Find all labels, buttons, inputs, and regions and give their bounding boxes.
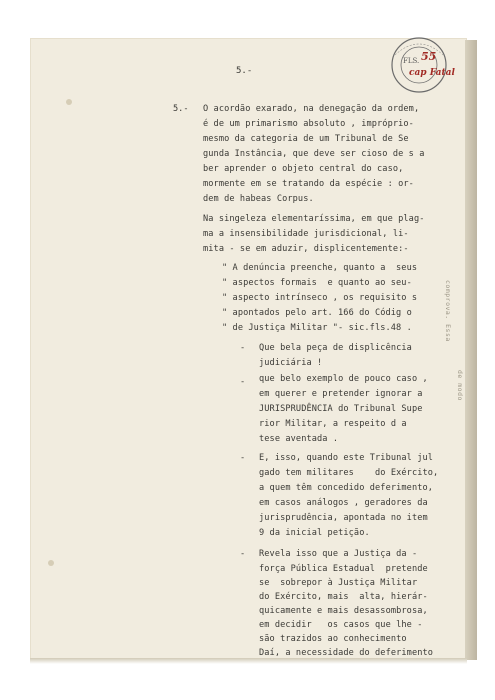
paragraph-2-line: Na singeleza elementaríssima, em que plag- bbox=[203, 214, 425, 224]
punch-hole-mark bbox=[66, 99, 72, 105]
item-2-line: tese aventada . bbox=[259, 434, 339, 444]
item-4-line: se sobrepor à Justiça Militar bbox=[259, 578, 418, 588]
item-3-line: jurisprudência, apontada no item bbox=[259, 513, 428, 523]
item-2-line: JURISPRUDÊNCIA do Tribunal Supe bbox=[259, 404, 423, 414]
item-2-line: em querer e pretender ignorar a bbox=[259, 389, 423, 399]
paragraph-1-line: ber aprender o objeto central do caso, bbox=[203, 164, 404, 174]
bleed-text-line: comprova. Essa bbox=[444, 280, 452, 342]
item-3-line: a quem têm concedido deferimento, bbox=[259, 483, 434, 493]
stamp-fls-label: FLS. bbox=[403, 57, 420, 65]
paragraph-2-line: ma a insensibilidade jurisdicional, li- bbox=[203, 229, 409, 239]
paragraph-2-line: mita - se em aduzir, displicentemente:- bbox=[203, 244, 409, 254]
item-4-line: do Exército, mais alta, hierár- bbox=[259, 592, 428, 602]
item-3-line: em casos análogos , geradores da bbox=[259, 498, 428, 508]
paper-bottom-edge bbox=[30, 658, 467, 664]
quote-line: " A denúncia preenche, quanto a seus bbox=[222, 263, 418, 273]
paragraph-1-line: dem de habeas Corpus. bbox=[203, 194, 314, 204]
item-3-line: 9 da inicial petição. bbox=[259, 528, 370, 538]
item-4-line: Revela isso que a Justiça da - bbox=[259, 549, 418, 559]
stamp-seal bbox=[373, 37, 461, 97]
item-2-line: rior Militar, a respeito d a bbox=[259, 419, 407, 429]
dash-bullet: - bbox=[240, 549, 246, 559]
dash-bullet: - bbox=[240, 343, 246, 353]
page-number: 5.- bbox=[236, 66, 253, 76]
quote-line: " apontados pelo art. 166 do Códig o bbox=[222, 308, 412, 318]
item-3-line: gado tem militares do Exército, bbox=[259, 468, 439, 478]
item-4-line: em decidir os casos que lhe - bbox=[259, 620, 423, 630]
quote-line: " aspecto intrínseco , os requisito s bbox=[222, 293, 418, 303]
stamp-signature: cap Fatal bbox=[409, 68, 455, 78]
paragraph-1-line: mormente em se tratando da espécie : or- bbox=[203, 179, 414, 189]
dash-bullet: - bbox=[240, 377, 246, 387]
item-4-line: quicamente e mais desassombrosa, bbox=[259, 606, 428, 616]
quote-line: " aspectos formais e quanto ao seu- bbox=[222, 278, 412, 288]
item-1-line: judiciária ! bbox=[259, 358, 323, 368]
section-number: 5.- bbox=[173, 104, 189, 114]
dash-bullet: - bbox=[240, 453, 246, 463]
item-4-line: Daí, a necessidade do deferimento bbox=[259, 648, 434, 658]
item-1-line: Que bela peça de displicência bbox=[259, 343, 412, 353]
paragraph-1-line: O acordão exarado, na denegação da ordem, bbox=[203, 104, 420, 114]
paragraph-1-line: mesmo da categoria de um Tribunal de Se bbox=[203, 134, 409, 144]
bleed-through-text bbox=[442, 260, 482, 460]
quote-line: " de Justiça Militar "- sic.fls.48 . bbox=[222, 323, 412, 333]
item-4-line: força Pública Estadual pretende bbox=[259, 564, 428, 574]
stamp-fls-number: 55 bbox=[421, 50, 437, 63]
paragraph-1-line: é de um primarismo absoluto , impróprio- bbox=[203, 119, 414, 129]
item-2-line: que belo exemplo de pouco caso , bbox=[259, 374, 428, 384]
punch-hole-mark bbox=[48, 560, 54, 566]
paragraph-1-line: gunda Instância, que deve ser cioso de s a bbox=[203, 149, 425, 159]
item-3-line: E, isso, quando este Tribunal jul bbox=[259, 453, 434, 463]
item-4-line: são trazidos ao conhecimento bbox=[259, 634, 407, 644]
bleed-text-line: de modo bbox=[456, 370, 464, 401]
